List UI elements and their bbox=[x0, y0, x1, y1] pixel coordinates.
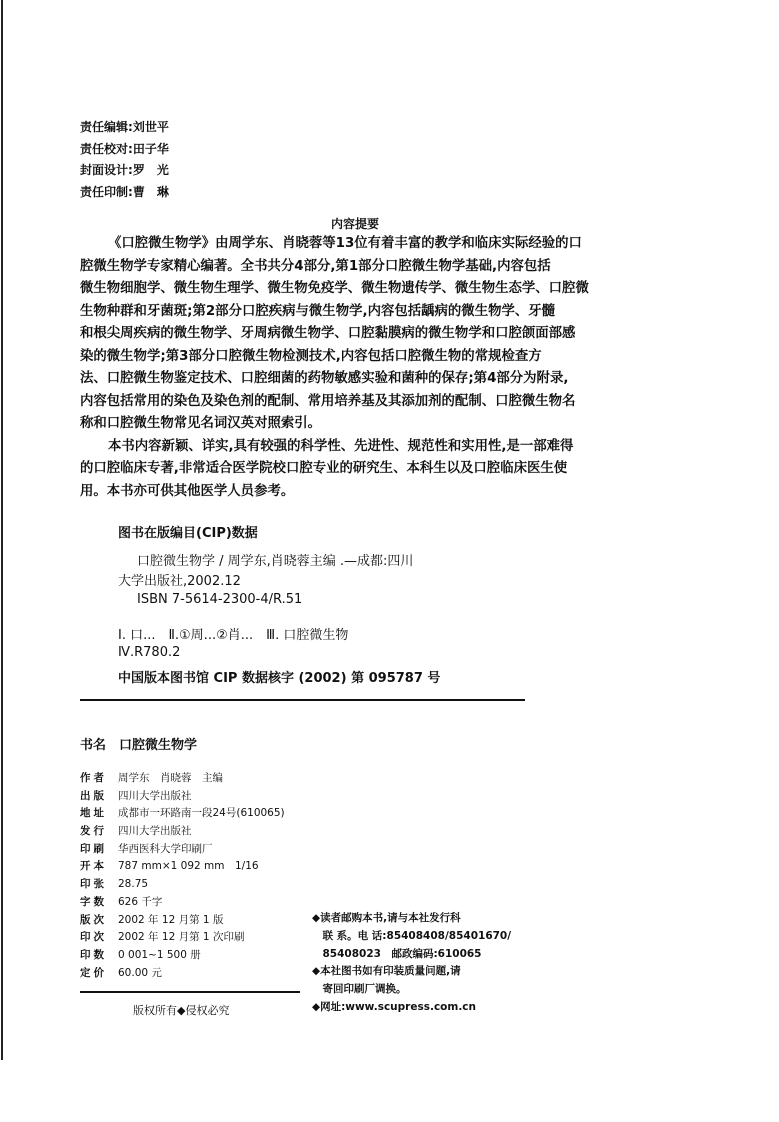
info-row bbox=[80, 805, 285, 823]
summary-line: 用。本书亦可供其他医学人员参考。 bbox=[80, 483, 295, 499]
info-value: 四川大学出版社 bbox=[118, 825, 192, 838]
credit-value: 田子华 bbox=[132, 142, 169, 156]
cip-heading: 图书在版编目(CIP)数据 bbox=[118, 526, 258, 541]
info-key: 印次 bbox=[80, 931, 107, 944]
cip-record: 中国版本图书馆 CIP 数据核字 (2002) 第 095787 号 bbox=[118, 671, 441, 686]
book-title-value: 口腔微生物学 bbox=[119, 738, 198, 753]
note-line: 联 系。电 话:85408408/85401670/ bbox=[312, 929, 512, 942]
summary-line: 内容包括常用的染色及染色剂的配制、常用培养基及其添加剂的配制、口腔微生物名 bbox=[80, 393, 576, 409]
info-value: 2002 年 12 月第 1 版 bbox=[118, 913, 224, 926]
credit-label: 责任校对 bbox=[80, 142, 129, 156]
info-value: 626 千字 bbox=[118, 895, 163, 908]
info-row bbox=[80, 876, 285, 894]
info-row bbox=[80, 841, 285, 859]
summary-line: 生物种群和牙菌斑;第2部分口腔疾病与微生物学,内容包括龋病的微生物学、牙髓 bbox=[80, 303, 556, 319]
info-value: 四川大学出版社 bbox=[118, 789, 192, 802]
credit-label: 封面设计 bbox=[80, 163, 129, 177]
info-row bbox=[80, 929, 285, 947]
credit-label: 责任编辑 bbox=[80, 120, 129, 134]
info-key: 地址 bbox=[80, 807, 107, 820]
info-row bbox=[80, 894, 285, 912]
credit-label: 责任印制 bbox=[80, 185, 129, 199]
credit-proofreader: 责任校对:田子华 bbox=[80, 142, 169, 156]
book-title-label: 书名 bbox=[80, 738, 107, 753]
cip-line: 大学出版社,2002.12 bbox=[118, 574, 241, 589]
info-row bbox=[80, 858, 285, 876]
summary-line: 腔微生物学专家精心编著。全书共分4部分,第1部分口腔微生物学基础,内容包括 bbox=[80, 258, 551, 274]
info-key: 发行 bbox=[80, 825, 107, 838]
info-value: 华西医科大学印刷厂 bbox=[118, 842, 213, 855]
info-row bbox=[80, 947, 285, 965]
info-row bbox=[80, 823, 285, 841]
info-value: 2002 年 12 月第 1 次印刷 bbox=[118, 931, 245, 944]
info-value: 28.75 bbox=[118, 878, 149, 891]
book-title bbox=[80, 734, 197, 753]
note-line: ◆本社图书如有印装质量问题,请 bbox=[312, 965, 461, 978]
info-value: 787 mm×1 092 mm 1/16 bbox=[118, 860, 259, 873]
info-value: 成都市一环路南一段24号(610065) bbox=[118, 807, 285, 820]
cip-line: 口腔微生物学 / 周学东,肖晓蓉主编 .—成都:四川 bbox=[137, 554, 414, 569]
info-row bbox=[80, 965, 285, 983]
note-line: ◆网址:www.scupress.com.cn bbox=[312, 1000, 477, 1013]
info-value: 0 001~1 500 册 bbox=[118, 948, 201, 961]
info-key: 印刷 bbox=[80, 842, 107, 855]
summary-line: 法、口腔微生物鉴定技术、口腔细菌的药物敏感实验和菌种的保存;第4部分为附录, bbox=[80, 371, 569, 386]
divider bbox=[80, 699, 525, 701]
summary-line: 称和口腔微生物常见名词汉英对照索引。 bbox=[80, 416, 322, 431]
cip-class: Ⅳ.R780.2 bbox=[118, 645, 181, 660]
credit-editor: 责任编辑:刘世平 bbox=[80, 120, 169, 134]
info-value: 60.00 元 bbox=[118, 966, 162, 979]
info-key: 字数 bbox=[80, 895, 107, 908]
credit-printing: 责任印制:曹 琳 bbox=[80, 185, 169, 199]
credit-value: 曹 琳 bbox=[132, 185, 169, 199]
info-key: 印数 bbox=[80, 948, 107, 961]
info-key: 开本 bbox=[80, 860, 107, 873]
summary-line: 染的微生物学;第3部分口腔微生物检测技术,内容包括口腔微生物的常规检查方 bbox=[80, 348, 542, 364]
info-value: 周学东 肖晓蓉 主编 bbox=[118, 772, 223, 784]
summary-line: 的口腔临床专著,非常适合医学院校口腔专业的研究生、本科生以及口腔临床医生使 bbox=[80, 461, 568, 476]
cip-isbn: ISBN 7-5614-2300-4/R.51 bbox=[137, 592, 303, 607]
info-key: 印张 bbox=[80, 878, 107, 891]
credit-value: 罗 光 bbox=[132, 163, 169, 177]
summary-title: 内容提要 bbox=[331, 217, 380, 231]
info-key: 版次 bbox=[80, 913, 107, 926]
copyright-notice: 版权所有◆侵权必究 bbox=[133, 1004, 230, 1017]
info-key: 作者 bbox=[80, 772, 107, 784]
summary-text bbox=[80, 233, 589, 503]
summary-line: 微生物细胞学、微生物生理学、微生物免疫学、微生物遗传学、微生物生态学、口腔微 bbox=[80, 281, 589, 296]
info-key: 出版 bbox=[80, 789, 107, 802]
scan-edge bbox=[1, 0, 3, 1060]
summary-line: 本书内容新颖、详实,具有较强的科学性、先进性、规范性和实用性,是一部难得 bbox=[108, 438, 574, 454]
note-line: ◆读者邮购本书,请与本社发行科 bbox=[312, 912, 461, 924]
divider bbox=[80, 991, 300, 993]
note-line: 寄回印刷厂调换。 bbox=[312, 983, 407, 996]
info-key: 定价 bbox=[80, 966, 107, 979]
info-row bbox=[80, 788, 285, 806]
note-line: 85408023 邮政编码:610065 bbox=[312, 947, 482, 960]
summary-line: 《口腔微生物学》由周学东、肖晓蓉等13位有着丰富的教学和临床实际经验的口 bbox=[108, 236, 582, 251]
publisher-notes bbox=[312, 910, 511, 1017]
credit-cover-design: 封面设计:罗 光 bbox=[80, 163, 169, 177]
summary-line: 和根尖周疾病的微生物学、牙周病微生物学、口腔黏膜病的微生物学和口腔颌面部感 bbox=[80, 326, 576, 341]
info-row bbox=[80, 770, 285, 788]
cip-subjects: Ⅰ. 口... Ⅱ.①周...②肖... Ⅲ. 口腔微生物 bbox=[118, 628, 349, 643]
credit-value: 刘世平 bbox=[132, 120, 169, 134]
book-info bbox=[80, 770, 285, 982]
info-row bbox=[80, 912, 285, 930]
